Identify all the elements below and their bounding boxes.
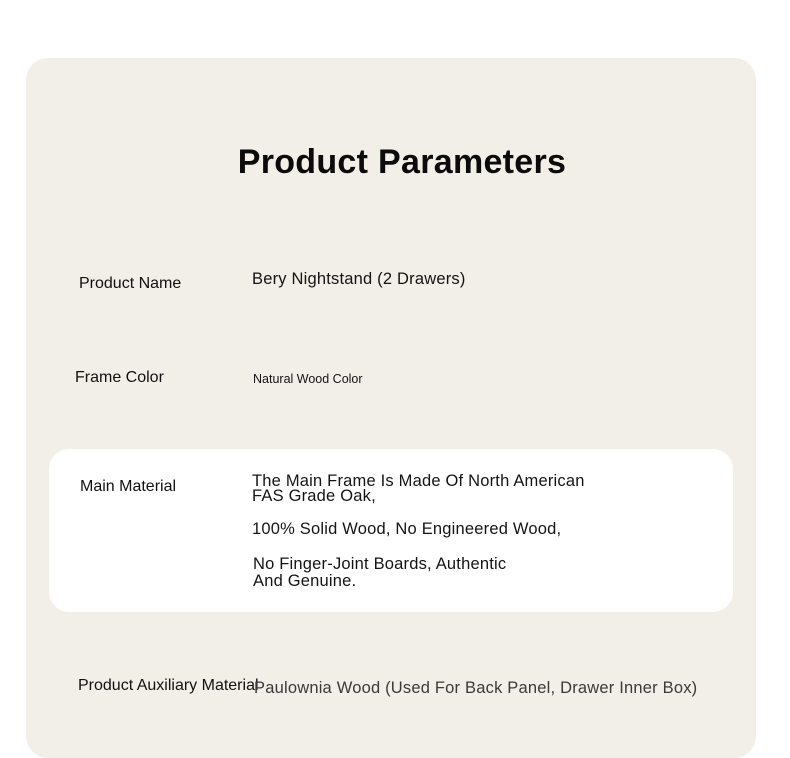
main-material-line-4: No Finger-Joint Boards, Authentic (253, 555, 507, 573)
auxiliary-material-label: Product Auxiliary Material (78, 677, 259, 694)
main-material-line-2: FAS Grade Oak, (252, 487, 376, 505)
page-title: Product Parameters (237, 143, 567, 181)
main-material-line-3: 100% Solid Wood, No Engineered Wood, (252, 520, 562, 538)
product-name-value: Bery Nightstand (2 Drawers) (252, 270, 466, 288)
frame-color-value: Natural Wood Color (253, 372, 363, 386)
frame-color-label: Frame Color (75, 369, 164, 386)
main-material-line-5: And Genuine. (253, 572, 357, 590)
auxiliary-material-value: Paulownia Wood (Used For Back Panel, Drawer Inner Box) (254, 679, 698, 697)
main-material-label: Main Material (80, 478, 177, 495)
main-material-line-1: The Main Frame Is Made Of North American (252, 472, 585, 490)
product-name-label: Product Name (79, 275, 182, 292)
